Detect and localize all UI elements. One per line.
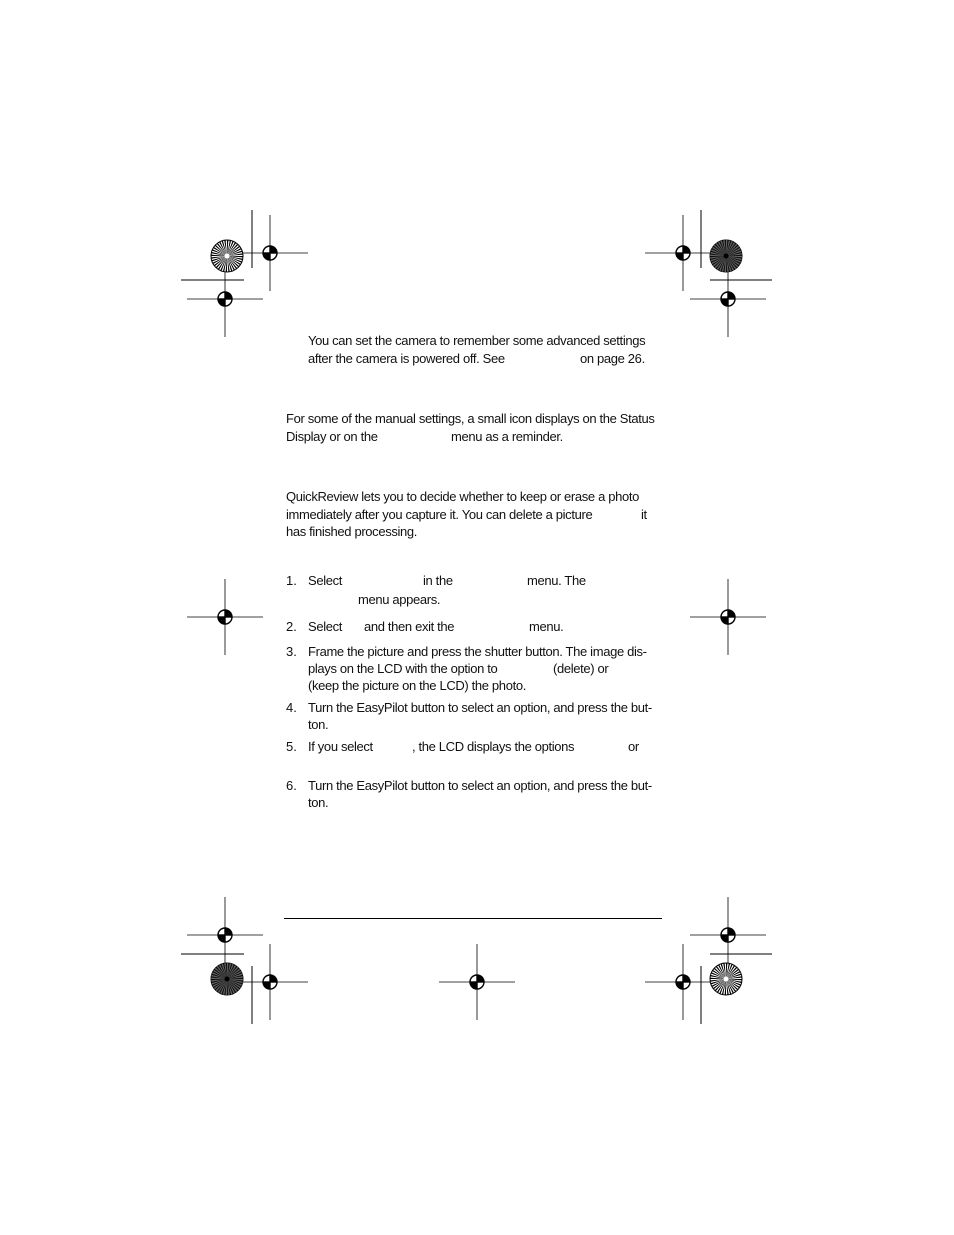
step-number: 1.: [286, 573, 297, 588]
step-text: Select: [308, 573, 343, 588]
note-line: after the camera is powered off. See: [308, 351, 505, 366]
body-text: it: [641, 507, 647, 522]
crosshair-icon: [187, 579, 263, 655]
crosshair-icon: [232, 944, 308, 1020]
starburst-dark-icon: [710, 240, 742, 272]
crosshair-icon: [690, 261, 766, 337]
body-text: immediately after you capture it. You can delete a picture: [286, 507, 593, 522]
step-number: 4.: [286, 700, 297, 715]
step-text: ton.: [308, 795, 329, 810]
body-text: menu as a reminder.: [451, 429, 563, 444]
step-text: , the LCD displays the options: [412, 739, 575, 754]
crosshair-icon: [187, 261, 263, 337]
body-text: QuickReview lets you to decide whether to keep or erase a photo: [286, 489, 639, 504]
step-text: menu appears.: [358, 592, 441, 607]
step-number: 6.: [286, 778, 297, 793]
body-text: Display or on the: [286, 429, 378, 444]
starburst-icon: [211, 240, 243, 272]
step-text: menu. The: [527, 573, 586, 588]
body-text: For some of the manual settings, a small icon displays on the Status: [286, 411, 655, 426]
step-text: If you select: [308, 739, 373, 754]
step-number: 3.: [286, 644, 297, 659]
step-text: ton.: [308, 717, 329, 732]
crosshair-icon: [690, 897, 766, 973]
starburst-icon: [710, 963, 742, 995]
step-text: (keep the picture on the LCD) the photo.: [308, 678, 526, 693]
step-text: menu.: [529, 619, 564, 634]
note-line: You can set the camera to remember some advanced settings: [308, 333, 646, 348]
step-text: (delete) or: [553, 661, 609, 676]
step-text: Turn the EasyPilot button to select an option, and press the but-: [308, 700, 652, 715]
step-text: in the: [423, 573, 453, 588]
crosshair-icon: [645, 215, 721, 291]
step-number: 5.: [286, 739, 297, 754]
step-text: Turn the EasyPilot button to select an option, and press the but-: [308, 778, 652, 793]
crosshair-icon: [645, 944, 721, 1020]
starburst-dark-icon: [211, 963, 243, 995]
step-text: or: [628, 739, 639, 754]
step-text: Select: [308, 619, 343, 634]
body-text: has finished processing.: [286, 524, 418, 539]
crosshair-icon: [187, 897, 263, 973]
footer-rule: [284, 918, 662, 919]
crosshair-icon: [439, 944, 515, 1020]
note-line: on page 26.: [580, 351, 645, 366]
crosshair-icon: [690, 579, 766, 655]
step-number: 2.: [286, 619, 297, 634]
step-text: plays on the LCD with the option to: [308, 661, 498, 676]
step-text: and then exit the: [364, 619, 455, 634]
step-text: Frame the picture and press the shutter button. The image dis-: [308, 644, 647, 659]
